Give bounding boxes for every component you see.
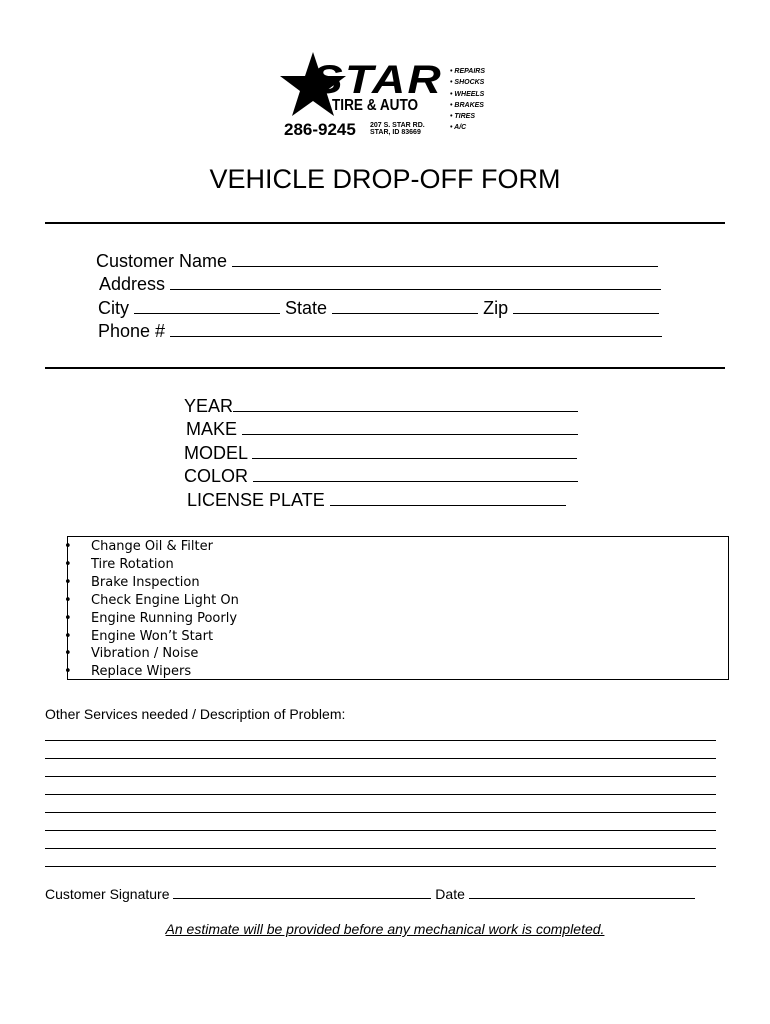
description-line[interactable] xyxy=(45,866,716,867)
list-item[interactable]: • Vibration / Noise xyxy=(64,646,199,662)
signature-label: Customer Signature xyxy=(45,886,170,902)
year-label: YEAR xyxy=(184,396,234,416)
list-item[interactable]: • Replace Wipers xyxy=(64,664,192,680)
license-plate-label: LICENSE PLATE xyxy=(187,490,325,510)
make-label: MAKE xyxy=(186,419,238,439)
list-item[interactable]: • Tire Rotation xyxy=(64,556,174,572)
make-row xyxy=(186,418,578,440)
license-plate-field[interactable] xyxy=(330,489,566,506)
address-field[interactable] xyxy=(170,273,661,290)
date-field[interactable] xyxy=(469,885,695,899)
divider xyxy=(45,367,725,369)
page-title: VEHICLE DROP-OFF FORM xyxy=(209,164,561,194)
company-logo xyxy=(278,50,498,140)
city-state-zip-row xyxy=(98,297,659,319)
other-services-label: Other Services needed / Description of Problem: xyxy=(45,706,346,722)
list-item[interactable]: • Engine Won’t Start xyxy=(64,628,214,644)
state-label: State xyxy=(285,298,328,318)
customer-name-label: Customer Name xyxy=(96,251,228,271)
logo-address: 207 S. STAR RD. STAR, ID 83669 xyxy=(370,122,425,136)
logo-subtitle: TIRE & AUTO xyxy=(332,97,419,114)
list-item[interactable]: • Change Oil & Filter xyxy=(64,539,213,554)
address-row xyxy=(99,273,661,295)
list-item[interactable]: • Brake Inspection xyxy=(64,574,200,590)
model-label: MODEL xyxy=(184,443,248,463)
city-label: City xyxy=(98,298,129,318)
model-row xyxy=(184,442,577,464)
phone-field[interactable] xyxy=(170,320,662,337)
phone-label: Phone # xyxy=(98,321,166,341)
services-list xyxy=(64,538,239,681)
description-line[interactable] xyxy=(45,794,716,795)
list-item[interactable]: • Engine Running Poorly xyxy=(64,610,238,626)
state-field[interactable] xyxy=(332,297,478,314)
city-field[interactable] xyxy=(134,297,280,314)
zip-field[interactable] xyxy=(513,297,659,314)
color-row xyxy=(184,465,578,487)
address-label: Address xyxy=(99,274,166,294)
date-label: Date xyxy=(435,886,465,902)
license-plate-row xyxy=(187,489,566,511)
customer-name-row xyxy=(96,250,658,272)
model-field[interactable] xyxy=(252,442,577,459)
logo-phone: 286-9245 xyxy=(284,120,356,139)
divider xyxy=(45,222,725,224)
estimate-note: An estimate will be provided before any mechanical work is completed. xyxy=(165,921,605,937)
year-row xyxy=(184,395,578,417)
customer-name-field[interactable] xyxy=(232,250,658,267)
logo-services-list: • REPAIRS • SHOCKS • WHEELS • BRAKES • TIRES • A/C xyxy=(450,66,485,134)
year-field[interactable] xyxy=(233,395,578,412)
color-field[interactable] xyxy=(253,465,578,482)
description-line[interactable] xyxy=(45,830,716,831)
signature-field[interactable] xyxy=(173,885,431,899)
description-line[interactable] xyxy=(45,758,716,759)
list-item[interactable]: • Check Engine Light On xyxy=(64,592,239,608)
description-line[interactable] xyxy=(45,812,716,813)
signature-row xyxy=(45,885,695,902)
logo-brand: STAR xyxy=(312,58,444,102)
description-line[interactable] xyxy=(45,776,716,777)
description-line[interactable] xyxy=(45,740,716,741)
make-field[interactable] xyxy=(242,418,578,435)
zip-label: Zip xyxy=(483,298,509,318)
color-label: COLOR xyxy=(184,466,249,486)
phone-row xyxy=(98,320,662,342)
description-line[interactable] xyxy=(45,848,716,849)
